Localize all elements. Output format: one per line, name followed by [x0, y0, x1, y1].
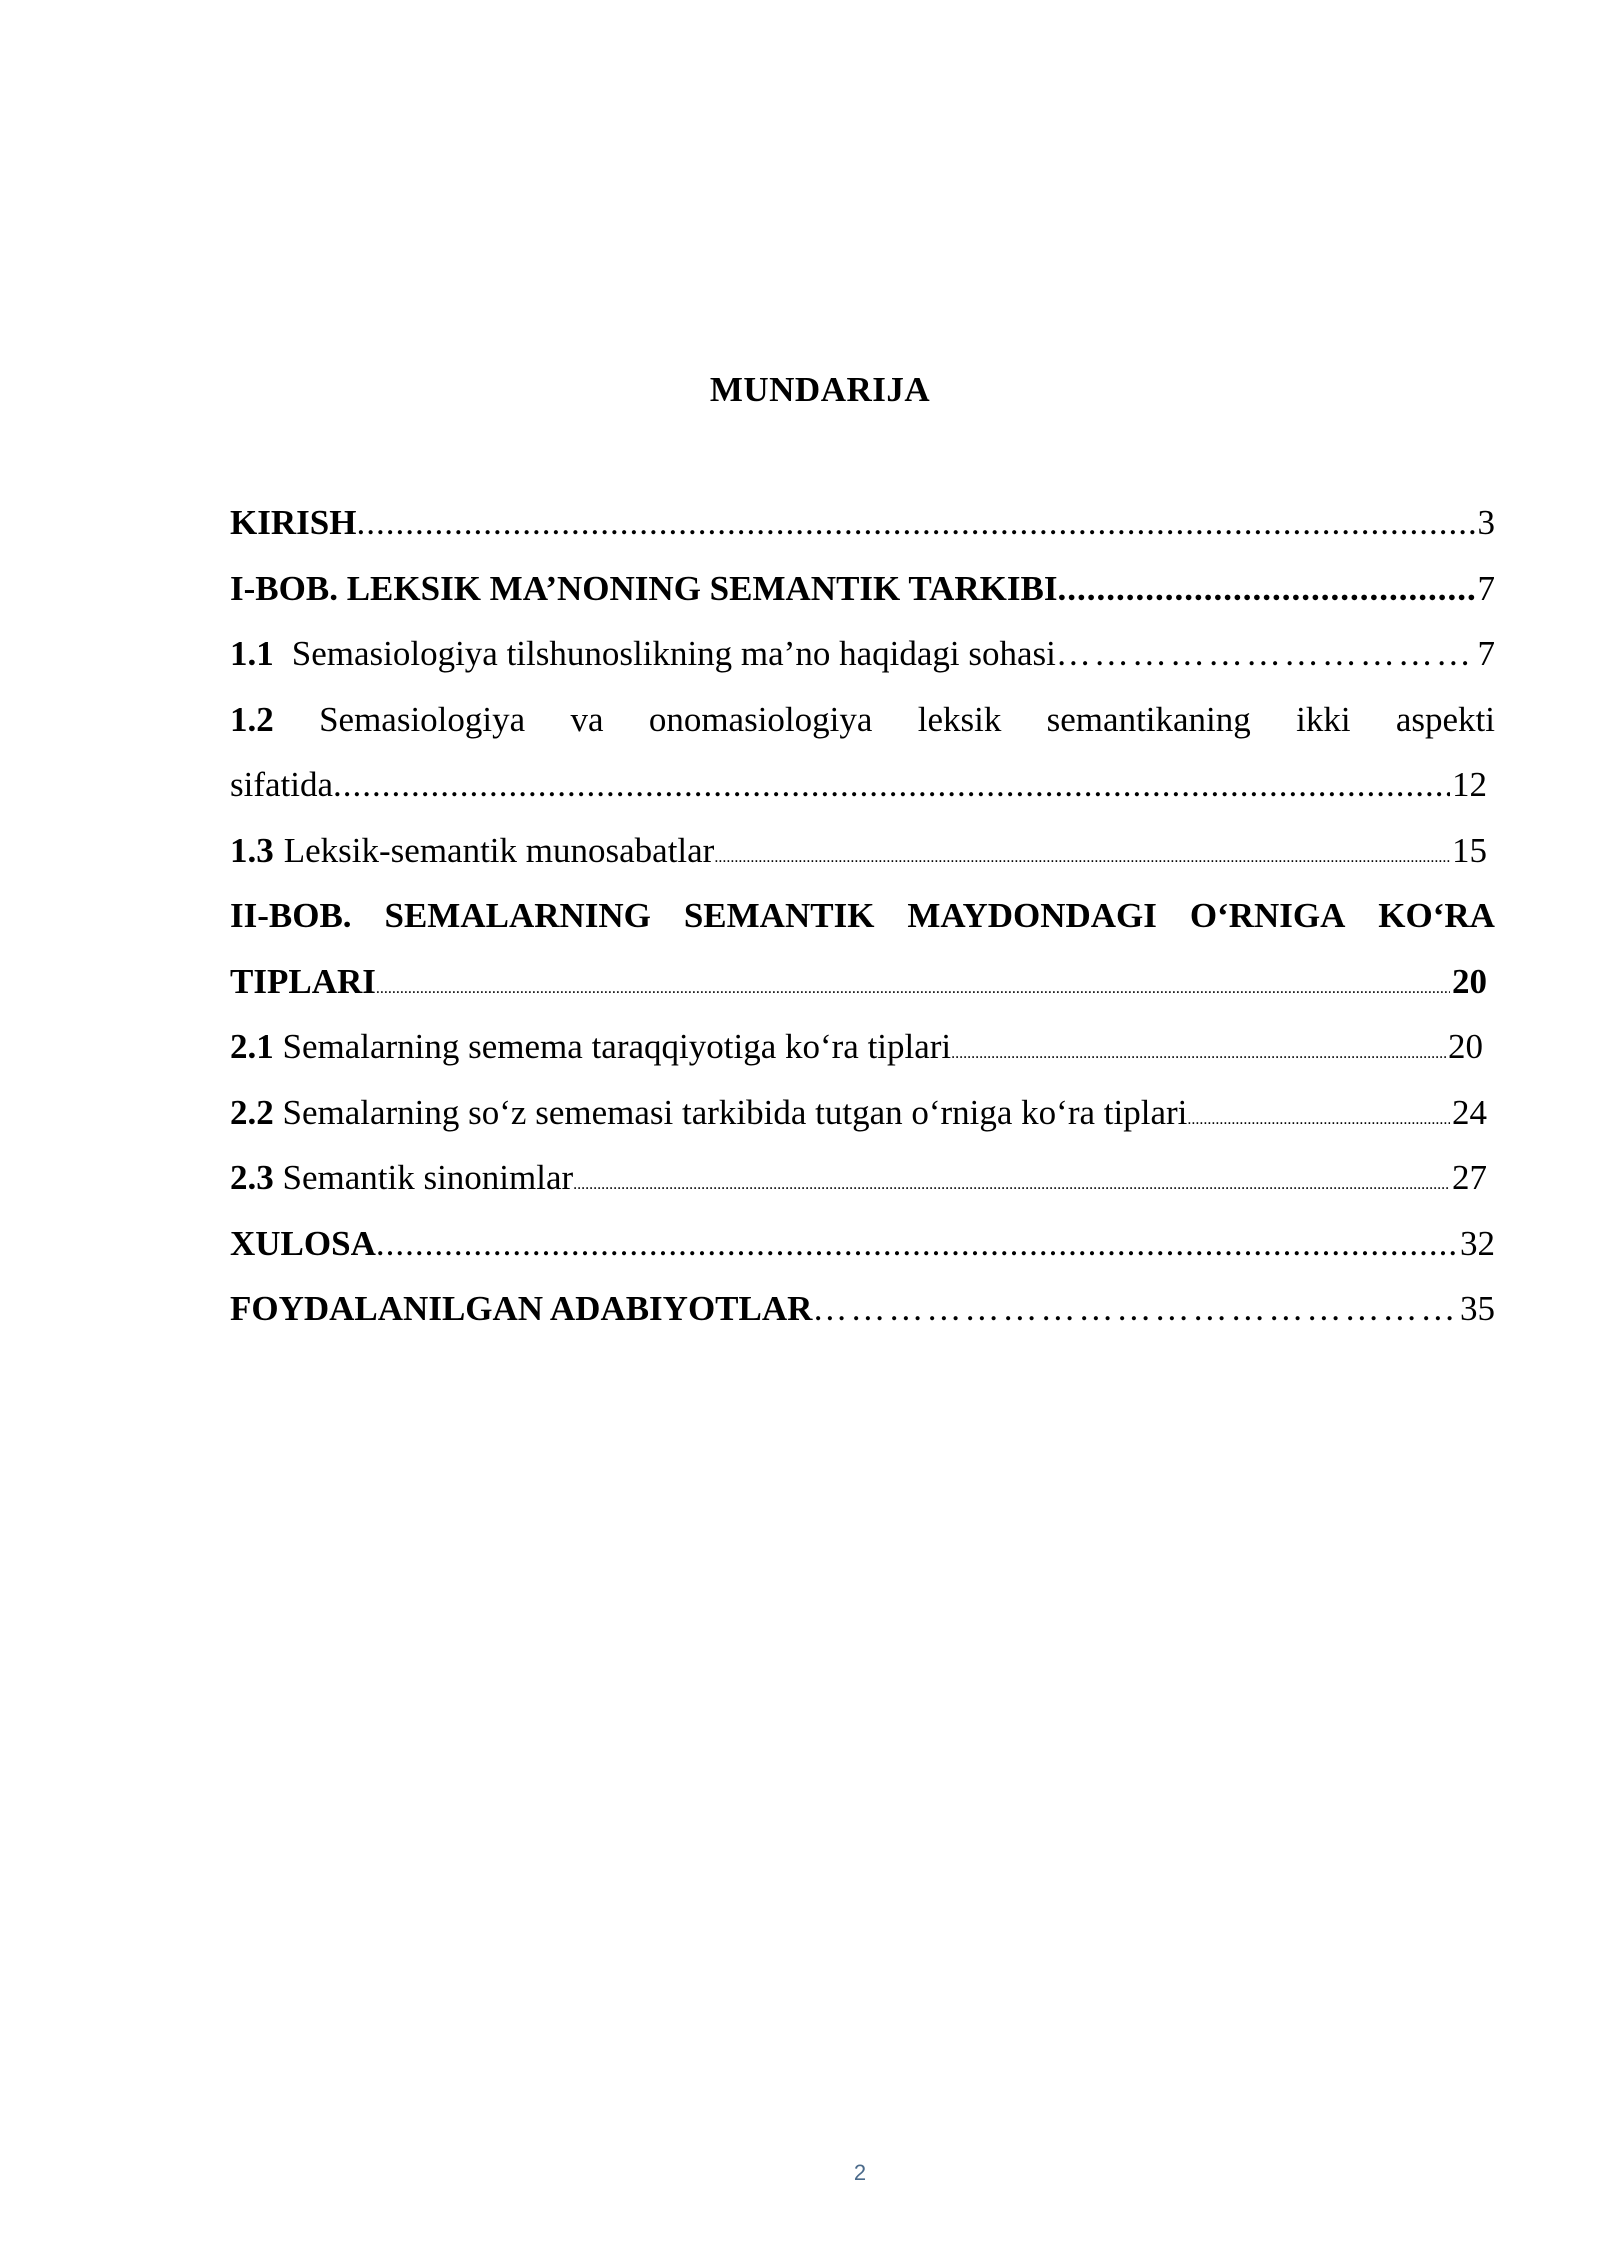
- section-number: 1.2: [230, 699, 274, 739]
- toc-word: aspekti: [1395, 699, 1495, 739]
- table-of-contents: [230, 490, 1495, 1342]
- toc-entry-text: [230, 1080, 1187, 1146]
- toc-word: SEMANTIK: [683, 896, 875, 935]
- toc-entry-page: 20: [1452, 961, 1487, 1001]
- dot-leader: [376, 956, 1450, 1022]
- toc-word: onomasiologiya: [648, 699, 873, 739]
- toc-word: MAYDONDAGI: [907, 896, 1157, 935]
- toc-entry-section-1-1[interactable]: [230, 621, 1495, 687]
- toc-word: ikki: [1296, 699, 1351, 739]
- toc-entry-xulosa[interactable]: [230, 1211, 1495, 1277]
- dot-leader: [573, 1152, 1450, 1218]
- toc-entry-label: Semalarning semema taraqqiyotiga ko‘ra tiplari: [282, 1027, 952, 1066]
- toc-entry-page: 35: [1460, 1289, 1495, 1328]
- ellipsis-leader: [812, 1276, 1458, 1342]
- toc-entry-page: 7: [1477, 568, 1495, 608]
- toc-entry-page: 3: [1477, 503, 1495, 542]
- dot-leader: [1187, 1087, 1450, 1153]
- toc-entry-page: 27: [1452, 1158, 1487, 1197]
- dot-leader: [1058, 556, 1476, 622]
- toc-entry-text: [230, 621, 1056, 687]
- toc-entry-label: Semasiologiya tilshunoslikning ma’no haqidagi sohasi: [291, 634, 1056, 673]
- toc-entry-section-2-1[interactable]: [230, 1014, 1495, 1080]
- toc-entry-label: sifatida: [230, 765, 334, 804]
- toc-entry-text: [230, 1145, 573, 1211]
- toc-entry-page: 7: [1477, 634, 1495, 673]
- toc-entry-text: [230, 818, 714, 884]
- section-number: 1.3: [230, 830, 274, 870]
- toc-entry-chapter-1[interactable]: [230, 556, 1495, 622]
- toc-entry-kirish[interactable]: [230, 490, 1495, 556]
- page-number: 2: [853, 2160, 867, 2185]
- ellipsis-leader: [1056, 621, 1476, 687]
- toc-entry-page: 24: [1452, 1092, 1487, 1132]
- toc-word: leksik: [917, 699, 1002, 739]
- toc-word: KO‘RA: [1378, 896, 1495, 935]
- toc-entry-page: 12: [1452, 765, 1487, 804]
- toc-entry-label: Semalarning so‘z sememasi tarkibida tutgan o‘rniga ko‘ra tiplari: [282, 1092, 1188, 1132]
- toc-entry-label: I-BOB. LEKSIK MA’NONING SEMANTIK TARKIBI: [230, 568, 1058, 608]
- dot-leader: [376, 1211, 1458, 1277]
- dot-leader: [333, 752, 1450, 818]
- toc-word: va: [570, 699, 604, 739]
- toc-word: II-BOB.: [230, 896, 352, 935]
- toc-entry-label: TIPLARI: [230, 961, 376, 1001]
- toc-word: SEMALARNING: [384, 896, 651, 935]
- section-number: 2.2: [230, 1092, 274, 1132]
- toc-entry-label: Semantik sinonimlar: [282, 1158, 574, 1197]
- section-number: 2.3: [230, 1158, 274, 1197]
- toc-entry-section-1-3[interactable]: [230, 818, 1495, 884]
- toc-entry-chapter-2[interactable]: [230, 883, 1495, 949]
- dot-leader: [714, 825, 1450, 891]
- toc-entry-section-2-3[interactable]: [230, 1145, 1495, 1211]
- toc-entry-chapter-2-cont[interactable]: [230, 949, 1495, 1015]
- toc-word: semantikaning: [1046, 699, 1251, 739]
- toc-entry-label: XULOSA: [230, 1223, 376, 1263]
- toc-entry-section-2-2[interactable]: [230, 1080, 1495, 1146]
- toc-entry-section-1-2-cont[interactable]: [230, 752, 1495, 818]
- dot-leader: [951, 1021, 1446, 1087]
- toc-word: O‘RNIGA: [1189, 896, 1346, 935]
- toc-entry-section-1-2[interactable]: [230, 687, 1495, 753]
- toc-entry-label: KIRISH: [230, 503, 357, 542]
- toc-entry-references[interactable]: [230, 1276, 1495, 1342]
- section-number: 2.1: [230, 1027, 274, 1066]
- toc-entry-label: Leksik-semantik munosabatlar: [283, 830, 715, 870]
- toc-word: Semasiologiya: [319, 699, 526, 739]
- toc-entry-text: [230, 1014, 951, 1080]
- dot-leader: [356, 490, 1475, 556]
- section-number: 1.1: [230, 634, 274, 673]
- toc-entry-page: 15: [1452, 830, 1487, 870]
- page-title: MUNDARIJA: [709, 370, 931, 409]
- toc-entry-page: 32: [1460, 1223, 1495, 1263]
- toc-entry-page: 20: [1448, 1027, 1483, 1066]
- toc-entry-label: FOYDALANILGAN ADABIYOTLAR: [230, 1289, 813, 1328]
